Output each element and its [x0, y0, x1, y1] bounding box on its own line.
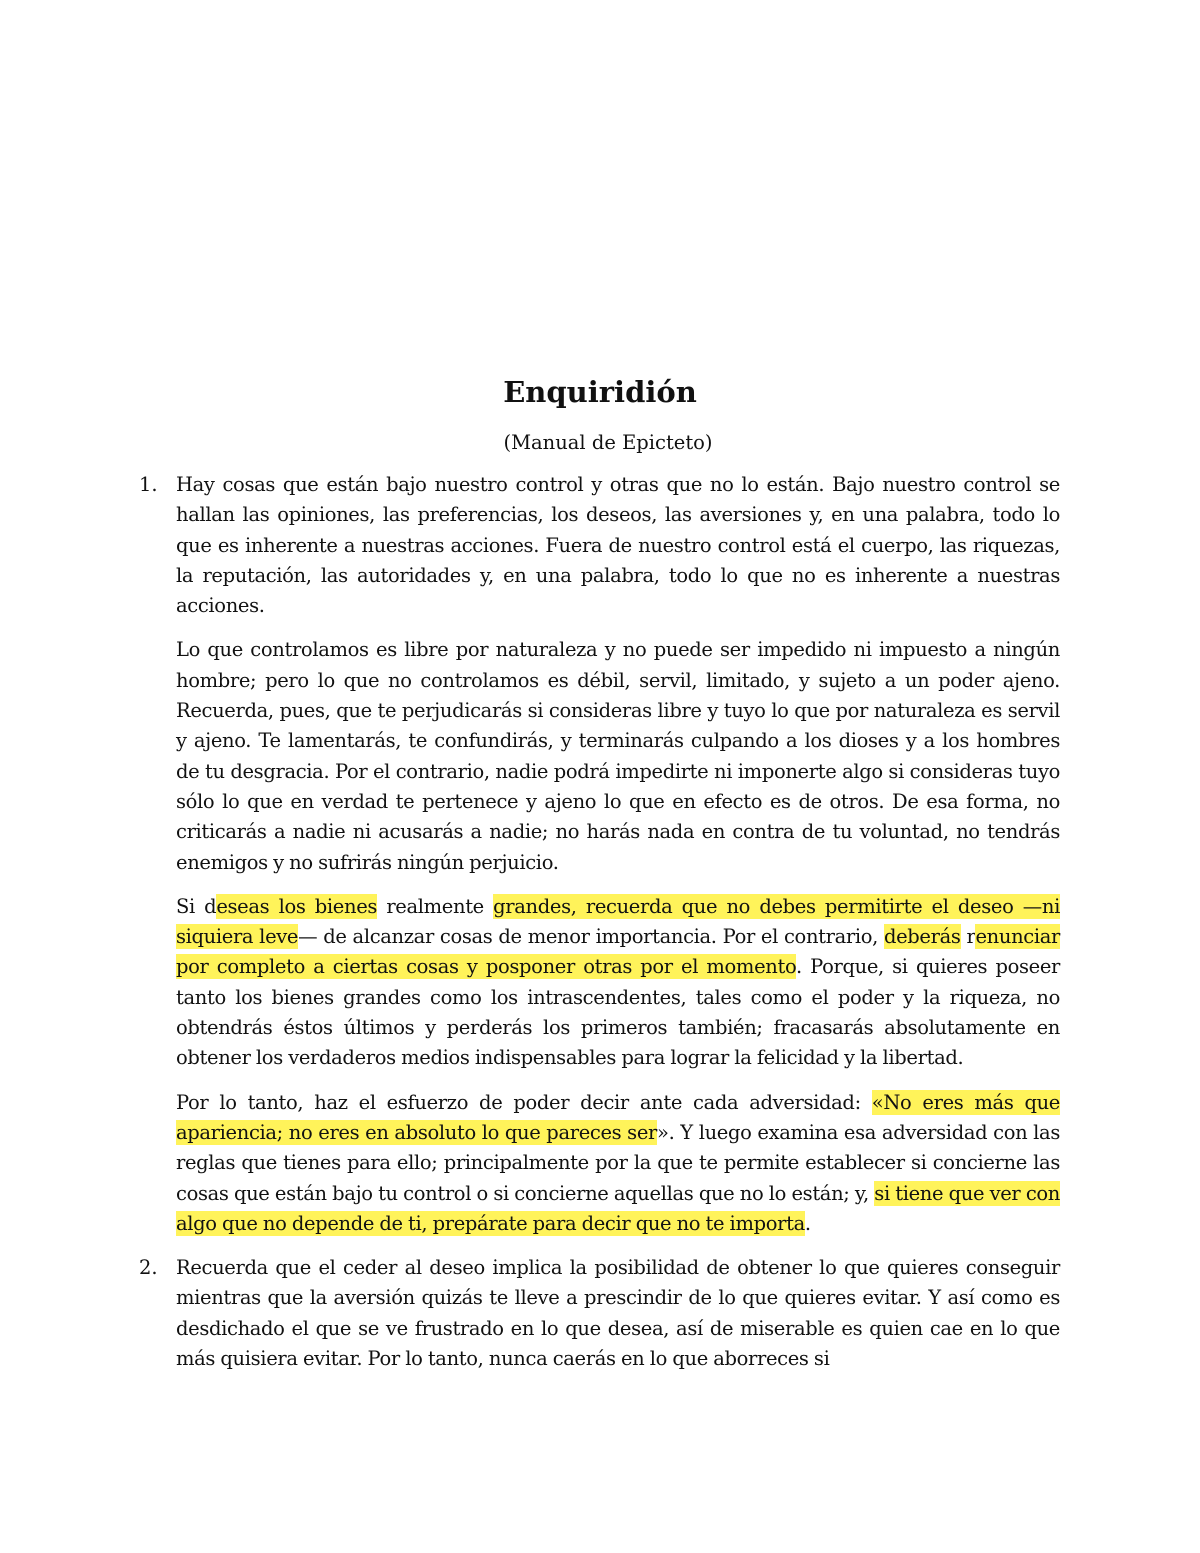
highlighted-text: enunciar por completo a ciertas cosas y posponer otras por el momento	[176, 925, 1060, 979]
list-item	[139, 1253, 1060, 1374]
text-run: Hay cosas que están bajo nuestro control y otras que no lo están. Bajo nuestro control se hallan las opiniones, las preferencias, los deseos, las aversiones y, en una palabra, todo lo que es inherente a nuestras acciones. Fuera de nuestro control está el cuerpo, las riquezas, la reputación, las autoridades y, en una palabra, todo lo que no es inherente a nuestras acciones.	[176, 473, 1060, 618]
highlighted-text: deberás	[883, 925, 961, 949]
text-run: . Porque, si quieres poseer tanto los bienes grandes como los intrascendentes, tales como el poder y la riqueza, no obtendrás éstos últimos y perderás los primeros también; fracasarás absolutamente en obtener los verdaderos medios indispensables para lograr la felicidad y la libertad.	[176, 955, 1061, 1070]
list-item-number: 2.	[139, 1256, 158, 1280]
text-run: — de alcanzar cosas de menor importancia. Por el contrario,	[298, 925, 884, 949]
paragraph	[176, 1088, 1060, 1239]
highlighted-text: grandes, recuerda que no debes permitirte el deseo —ni siquiera leve	[176, 894, 1060, 949]
document-title: Enquiridión	[503, 375, 697, 409]
text-run: .	[804, 1211, 811, 1235]
paragraph	[176, 635, 1060, 877]
text-run: Si d	[176, 894, 217, 918]
highlighted-text: «No eres más que apariencia; no eres en absoluto lo que pareces ser	[176, 1090, 1060, 1144]
text-run: Recuerda que el ceder al deseo implica la posibilidad de obtener lo que quieres conseguir mientras que la aversión quizás te lleve a prescindir de lo que quieres evitar. Y así como es desdichado el que se ve frustrado en lo que desea, así de miserable es quien cae en lo que más quisiera evitar. Por lo tanto, nunca caerás en lo que aborreces si	[176, 1256, 1060, 1371]
text-run: r	[960, 925, 976, 949]
list-item	[139, 470, 1061, 1239]
document-subtitle: (Manual de Epicteto)	[503, 431, 713, 454]
highlighted-text: eseas los bienes	[216, 894, 378, 918]
paragraph	[176, 1253, 1060, 1374]
text-run: realmente	[377, 894, 494, 918]
text-run: Por lo tanto, haz el esfuerzo de poder decir ante cada adversidad:	[176, 1090, 872, 1114]
text-run: Lo que controlamos es libre por naturaleza y no puede ser impedido ni impuesto a ningún hombre; pero lo que no controlamos es débil, servil, limitado, y sujeto a un poder ajeno. Recuerda, pues, que te perjudicarás si consideras libre y tuyo lo que por naturaleza es servil y ajeno. Te lamentarás, te confundirás, y terminarás culpando a los dioses y a los hombres de tu desgracia. Por el contrario, nadie podrá impedirte ni imponerte algo si consideras tuyo sólo lo que en verdad te pertenece y ajeno lo que en efecto es de otros. De esa forma, no criticarás a nadie ni acusarás a nadie; no harás nada en contra de tu voluntad, no tendrás enemigos y no sufrirás ningún perjuicio.	[176, 638, 1060, 874]
text-run: ». Y luego examina esa adversidad con las reglas que tienes para ello; principalmente por la que te permite establecer si concierne las cosas que están bajo tu control o si concierne aquellas que no lo están; y,	[176, 1120, 1060, 1205]
document-body	[139, 470, 1061, 1388]
paragraph	[176, 892, 1060, 1074]
paragraph	[176, 470, 1060, 621]
list-item-number: 1.	[139, 473, 158, 496]
highlighted-text: si tiene que ver con algo que no depende de ti, prepárate para decir que no te importa	[176, 1181, 1060, 1235]
